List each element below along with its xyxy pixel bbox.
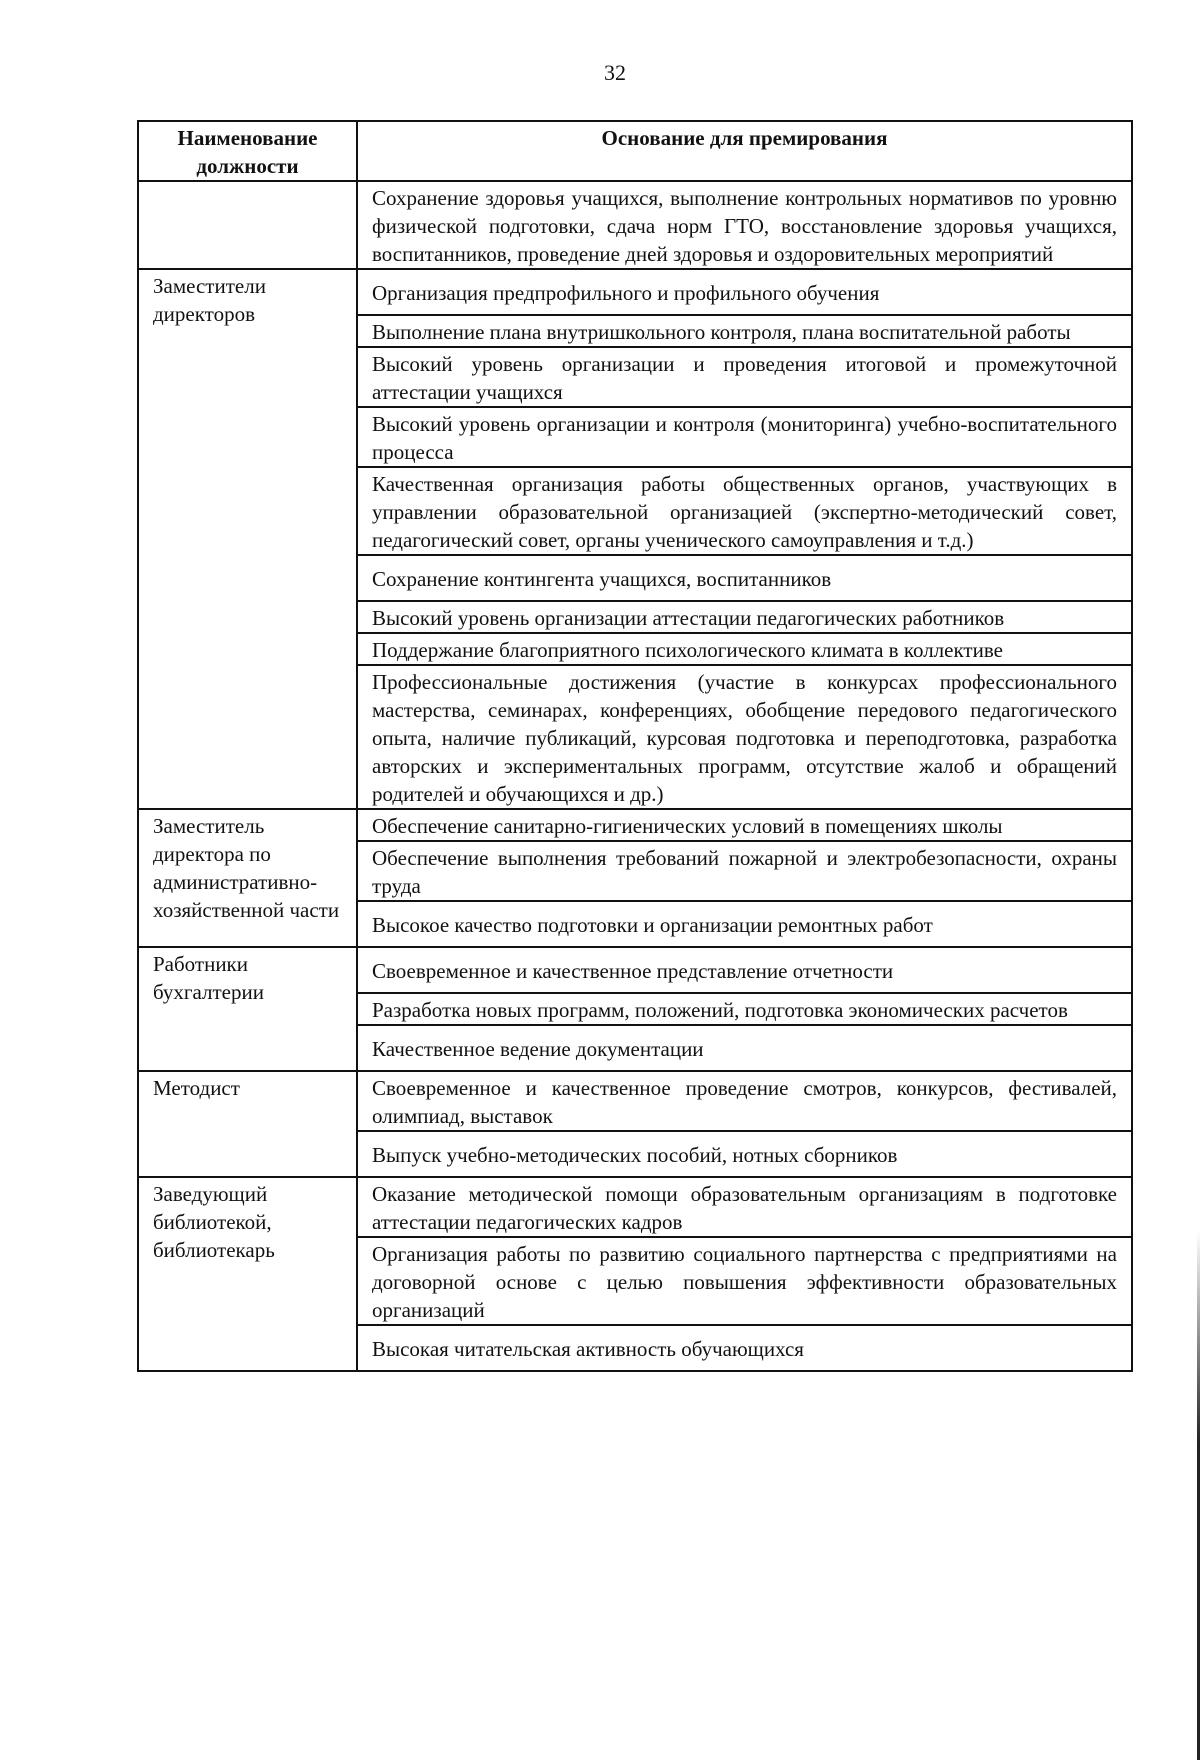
basis-cell: Своевременное и качественное проведение смотров, конкурсов, фестивалей, олимпиад, выставок xyxy=(357,1071,1132,1131)
table-row xyxy=(138,1071,1132,1131)
basis-cell: Обеспечение санитарно-гигиенических условий в помещениях школы xyxy=(357,809,1132,841)
basis-cell: Выпуск учебно-методических пособий, нотных сборников xyxy=(357,1131,1132,1177)
basis-cell: Сохранение контингента учащихся, воспитанников xyxy=(357,555,1132,601)
basis-cell: Высокая читательская активность обучающихся xyxy=(357,1325,1132,1371)
basis-cell: Обеспечение выполнения требований пожарной и электробезопасности, охраны труда xyxy=(357,841,1132,901)
header-position: Наименование должности xyxy=(138,121,357,181)
basis-cell: Организация работы по развитию социального партнерства с предприятиями на договорной основе с целью повышения эффективности образовательных организаций xyxy=(357,1237,1132,1325)
basis-cell: Высокий уровень организации и контроля (мониторинга) учебно-воспитательного процесса xyxy=(357,407,1132,467)
position-cell-accounting: Работники бухгалтерии xyxy=(138,947,357,1071)
position-cell xyxy=(138,181,357,269)
basis-cell: Организация предпрофильного и профильного обучения xyxy=(357,269,1132,315)
table-row xyxy=(138,1177,1132,1237)
table-row xyxy=(138,269,1132,315)
basis-cell: Высокое качество подготовки и организации ремонтных работ xyxy=(357,901,1132,947)
basis-cell: Оказание методической помощи образовательным организациям в подготовке аттестации педагогических кадров xyxy=(357,1177,1132,1237)
table-header-row xyxy=(138,121,1132,181)
header-basis: Основание для премирования xyxy=(357,121,1132,181)
page-number: 32 xyxy=(604,60,626,85)
position-cell-deputy-directors: Заместители директоров xyxy=(138,269,357,809)
table-row xyxy=(138,809,1132,841)
basis-cell: Профессиональные достижения (участие в конкурсах профессионального мастерства, семинарах, конференциях, обобщение передового педагогического опыта, наличие публикаций, курсовая подготовка и переподготовка, разработка авторских и экспериментальных программ, отсутствие жалоб и обращений родителей и обучающихся и др.) xyxy=(357,665,1132,809)
position-cell-deputy-ahch: Заместитель директора по административно-хозяйственной части xyxy=(138,809,357,947)
basis-cell: Сохранение здоровья учащихся, выполнение контрольных нормативов по уровню физической подготовки, сдача норм ГТО, восстановление здоровья учащихся, воспитанников, проведение дней здоровья и оздоровительных мероприятий xyxy=(357,181,1132,269)
basis-cell: Выполнение плана внутришкольного контроля, плана воспитательной работы xyxy=(357,315,1132,347)
basis-cell: Качественное ведение документации xyxy=(357,1025,1132,1071)
basis-cell: Своевременное и качественное представление отчетности xyxy=(357,947,1132,993)
table-row xyxy=(138,947,1132,993)
position-cell-librarian: Заведующий библиотекой, библиотекарь xyxy=(138,1177,357,1371)
basis-cell: Разработка новых программ, положений, подготовка экономических расчетов xyxy=(357,993,1132,1025)
table-row xyxy=(138,181,1132,269)
basis-cell: Качественная организация работы общественных органов, участвующих в управлении образовательной организацией (экспертно-методический совет, педагогический совет, органы ученического самоуправления и т.д.) xyxy=(357,467,1132,555)
position-cell-methodist: Методист xyxy=(138,1071,357,1177)
basis-cell: Высокий уровень организации аттестации педагогических работников xyxy=(357,601,1132,633)
basis-cell: Высокий уровень организации и проведения итоговой и промежуточной аттестации учащихся xyxy=(357,347,1132,407)
basis-cell: Поддержание благоприятного психологического климата в коллективе xyxy=(357,633,1132,665)
bonus-criteria-table xyxy=(137,120,1133,1372)
